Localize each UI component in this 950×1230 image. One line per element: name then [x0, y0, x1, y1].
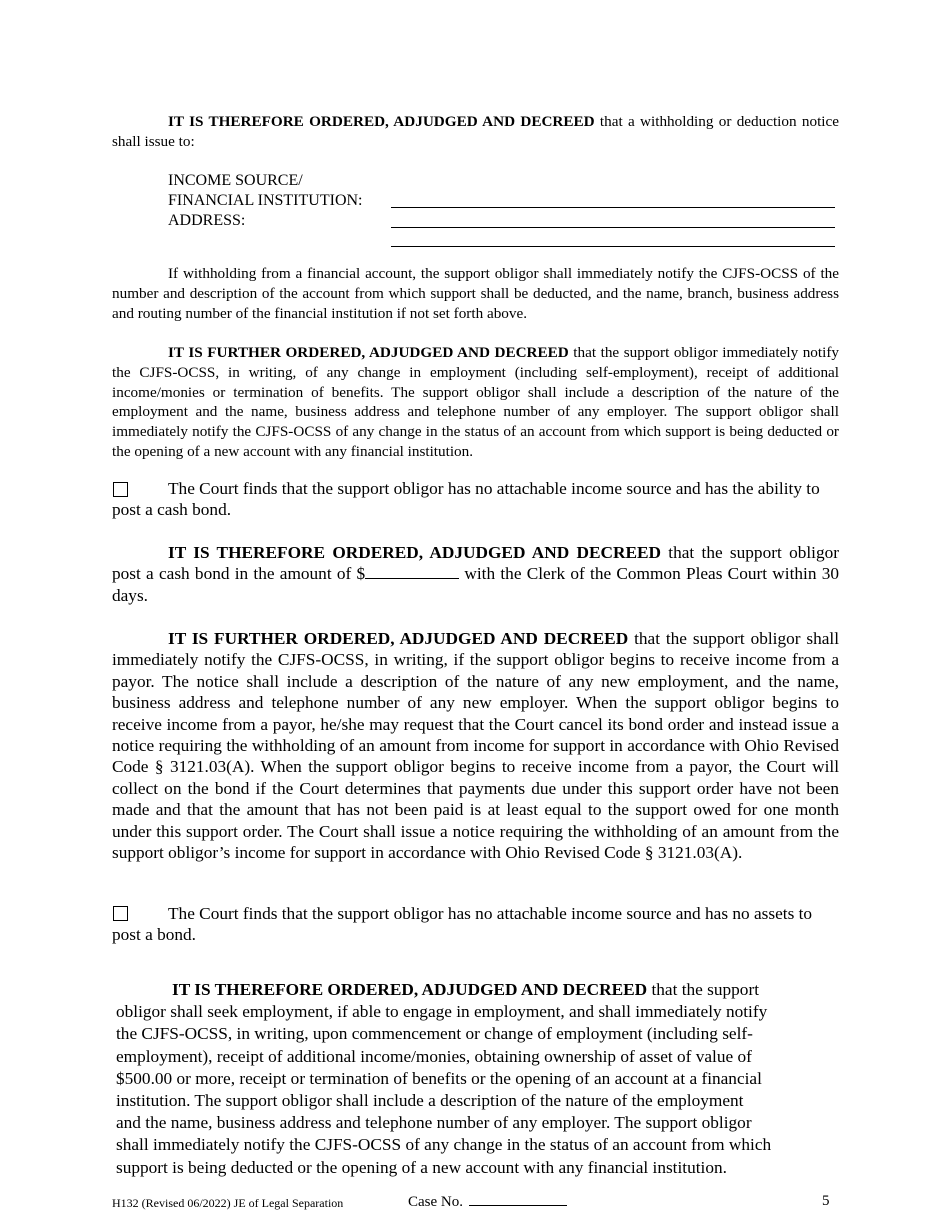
no-assets-finding-text [112, 903, 839, 946]
order-line-3: the CJFS-OCSS, in writing, upon commencement or change of employment (including self- [116, 1024, 753, 1044]
financial-institution-label: FINANCIAL INSTITUTION: [168, 192, 363, 209]
order-line-7: and the name, business address and telephone number of any employer. The support obligor [116, 1113, 752, 1133]
cash-bond-finding-text [112, 478, 839, 521]
order-text-1: that the support obligor post a cash bond in the amount of $ [112, 543, 839, 584]
order-line-8: shall immediately notify the CJFS-OCSS of any change in the status of an account from which [116, 1135, 772, 1155]
address-label: ADDRESS: [168, 212, 246, 229]
order-line-4: employment), receipt of additional income/monies, obtaining ownership of asset of value of [116, 1046, 752, 1066]
page-number: 5 [822, 1193, 830, 1209]
order-heading: IT IS THEREFORE ORDERED, ADJUDGED AND DECREED [168, 113, 595, 130]
order-heading: IT IS THEREFORE ORDERED, ADJUDGED AND DECREED [168, 543, 662, 562]
further-order-paragraph-2 [112, 628, 839, 863]
cash-bond-amount-field[interactable] [365, 564, 459, 579]
order-heading: IT IS THEREFORE ORDERED, ADJUDGED AND DECREED [172, 980, 648, 999]
order-line-5: $500.00 or more, receipt or termination of benefits or the opening of an account at a financial [116, 1068, 762, 1088]
case-label: Case No. [408, 1194, 463, 1210]
address-field-line-1[interactable] [391, 227, 835, 228]
income-source-label: INCOME SOURCE/ [168, 172, 303, 189]
order-text-2: with the Clerk of the Common Pleas Court within 30 days. [112, 564, 839, 605]
order-heading: IT IS FURTHER ORDERED, ADJUDGED AND DECREED [168, 629, 629, 648]
order-text: that a withholding or deduction notice shall issue to: [112, 113, 839, 150]
financial-account-paragraph: If withholding from a financial account, the support obligor shall immediately notify the CJFS-OCSS of the number and description of the account from which support shall be deducted, and the name, branch, business address and routing number of the financial institution if not set forth above. [112, 265, 839, 322]
finding-text: The Court finds that the support obligor has no attachable income source and has the ability to post a cash bond. [112, 479, 820, 520]
order-text: that the support obligor shall immediately notify the CJFS-OCSS, in writing, if the support obligor begins to receive income from a payor. The notice shall include a description of the nature of any new employment, and the name, business address and telephone number of any new employer. When the support obligor begins to receive income from a payor, he/she may request that the Court cancel its bond order and instead issue a notice requiring the withholding of an amount from income for support in accordance with Ohio Revised Code § 3121.03(A). When the support obligor begins to receive income from a payor, the Court will collect on the bond if the Court determines that payments due under this support order have not been made and that the amount that has not been paid is at least equal to the support owed for one month under this support order. The Court shall issue a notice requiring the withholding of an amount from the support obligor’s income for support in accordance with Ohio Revised Code § 3121.03(A). [112, 629, 840, 863]
address-field-line-2[interactable] [391, 246, 835, 247]
order-line-9: support is being deducted or the opening of a new account with any financial institution. [116, 1157, 727, 1177]
withholding-order-paragraph [112, 112, 839, 152]
further-order-paragraph-1 [112, 343, 839, 462]
order-line-1: that the support [647, 980, 760, 999]
seek-employment-order-paragraph [116, 979, 846, 1179]
case-number-field[interactable] [469, 1193, 567, 1206]
financial-institution-field[interactable] [391, 207, 835, 208]
order-line-2: obligor shall seek employment, if able to engage in employment, and shall immediately notify [116, 1002, 768, 1022]
order-heading: IT IS FURTHER ORDERED, ADJUDGED AND DECREED [168, 344, 569, 361]
order-line-6: institution. The support obligor shall include a description of the nature of the employment [116, 1091, 744, 1111]
finding-text: The Court finds that the support obligor has no attachable income source and has no assets to post a bond. [112, 904, 813, 945]
order-text: that the support obligor immediately notify the CJFS-OCSS, in writing, of any change in employment (including self-employment), receipt of additional income/monies or termination of benefits. The support obligor shall include a description of the nature of the employment and the name, business address and telephone number of any employer. The support obligor shall immediately notify the CJFS-OCSS of any change in the status of an account from which support is being deducted or the opening of a new account with any financial institution. [112, 344, 839, 460]
case-number-block [408, 1193, 567, 1211]
form-id: H132 (Revised 06/2022) JE of Legal Separation [112, 1196, 344, 1210]
cash-bond-order-paragraph [112, 542, 839, 606]
